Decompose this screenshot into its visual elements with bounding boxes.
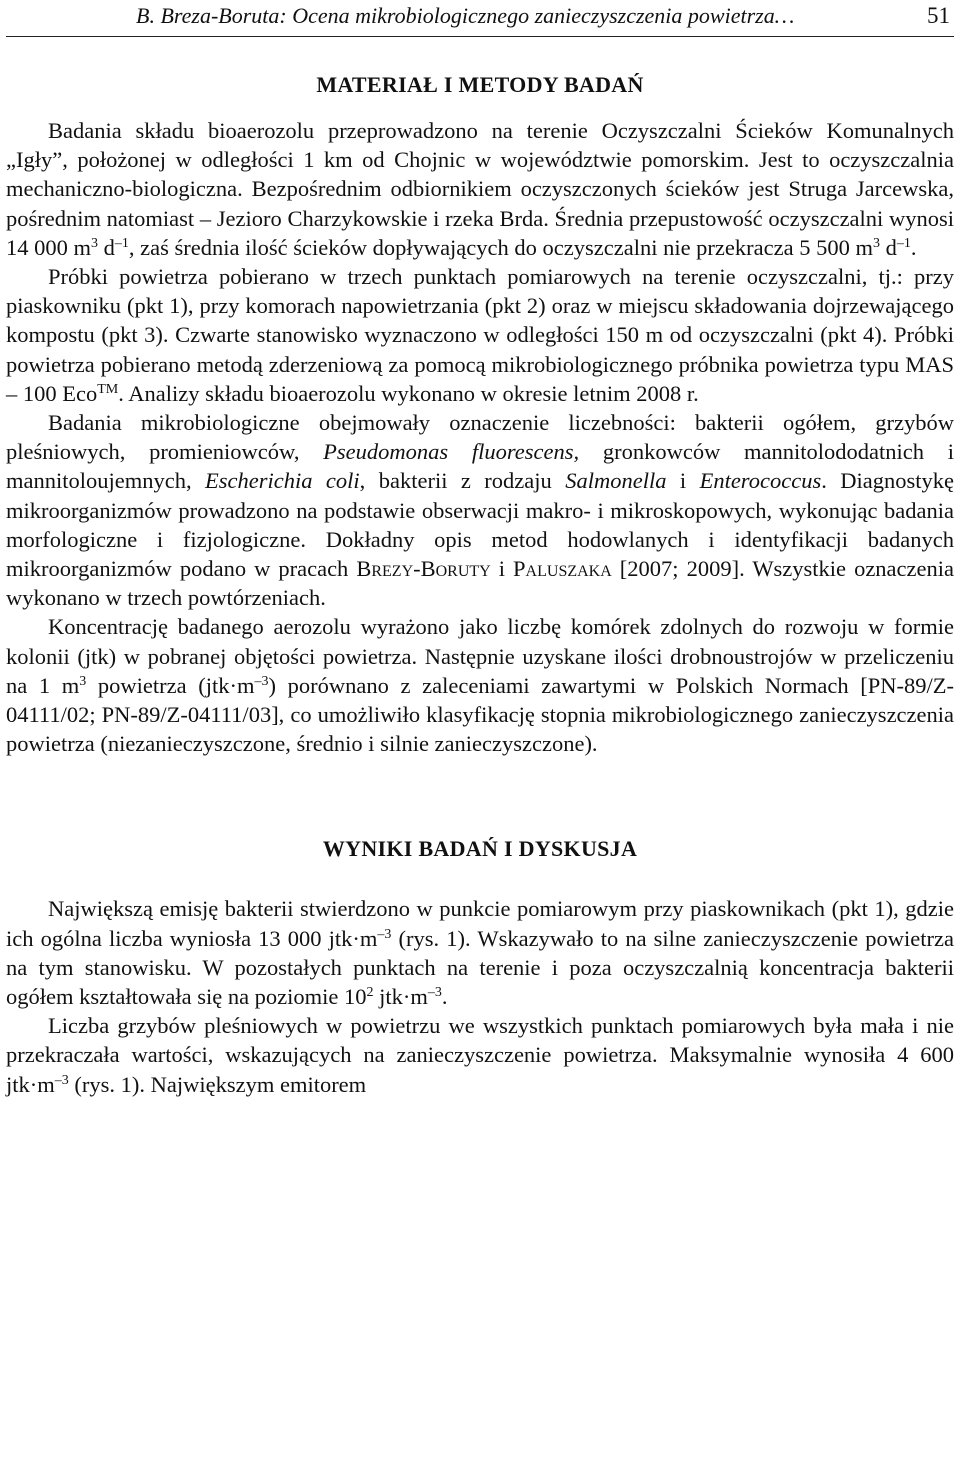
page-body bbox=[6, 70, 954, 1099]
paragraph-concentration: Koncentrację badanego aerozolu wyrażono jako liczbę komórek zdolnych do rozwoju w formie kolonii (jtk) w pobranej objętości powietrza. Następnie uzyskane ilości drobnoustrojów w przeliczeniu na 1 $m^3$ powietrza $(jtk\cdot m^{-3})$ porównano z zaleceniami zawartymi w Polskich Normach [PN-89/Z-04111/02; PN-89/Z-04111/03], co umożliwiło klasyfikację stopnia mikrobiologicznego zanieczyszczenia powietrza (niezanieczyszczone, średnio i silnie zanieczyszczone). bbox=[6, 614, 954, 757]
paragraph-study-site: Badania składu bioaerozolu przeprowadzono na terenie Oczyszczalni Ścieków Komunalnych „Igły”, położonej w odległości 1 km od Chojnic w województwie pomorskim. Jest to oczyszczalnia mechaniczno-biologiczna. Bezpośrednim odbiornikiem oczyszczonych ścieków jest Struga Jarcewska, pośrednim natomiast – Jezioro Charzykowskie i rzeka Brda. Średnia przepustowość oczyszczalni wynosi 14 000 $m^3$ $d^{-1}$, zaś średnia ilość ścieków dopływających do oczyszczalni nie przekracza 5 500 $m^3$ $d^{-1}$. bbox=[6, 118, 954, 260]
paragraph-bacteria-emission: Największą emisję bakterii stwierdzono w punkcie pomiarowym przy piaskownikach (pkt 1), gdzie ich ogólna liczba wyniosła 13 000 $jtk\cdot m^{-3}$ (rys. 1). Wskazywało to na silne zanieczyszczenie powietrza na tym stanowisku. W pozostałych punktach na terenie i poza oczyszczalnią koncentracja bakterii ogółem kształtowała się na poziomie $10^2$ $jtk\cdot m^{-3}$. bbox=[6, 896, 954, 1010]
paragraph-fungi: Liczba grzybów pleśniowych w powietrzu we wszystkich punktach pomiarowych była mała i nie przekraczała wartości, wskazujących na zanieczyszczenie powietrza. Maksymalnie wynosiła 4 600 $jtk\cdot m^{-3}$ (rys. 1). Największym emitorem bbox=[6, 1013, 954, 1097]
running-header bbox=[6, 0, 954, 37]
page-number: 51 bbox=[927, 3, 950, 28]
paragraph-microbiology: Badania mikrobiologiczne obejmowały oznaczenie liczebności: bakterii ogółem, grzybów pleśniowych, promieniowców, Pseudomonas fluorescens, gronkowców mannitolododatnich i mannitoloujemnych, Escherichia coli, bakterii z rodzaju Salmonella i Enterococcus. Diagnostykę mikroorganizmów prowadzono na podstawie obserwacji makro- i mikroskopowych, wykonując badania morfologiczne i fizjologiczne. Dokładny opis metod hodowlanych i identyfikacji badanych mikroorganizmów podano w pracach Brezy-Boruty i Paluszaka [2007; 2009]. Wszystkie oznaczenia wykonano w trzech powtórzeniach. bbox=[6, 410, 954, 611]
section-heading-results: WYNIKI BADAŃ I DYSKUSJA bbox=[322, 836, 638, 862]
paragraph-sampling: Próbki powietrza pobierano w trzech punktach pomiarowych na terenie oczyszczalni, tj.: przy piaskowniku (pkt 1), przy komorach napowietrzania (pkt 2) oraz w miejscu składowania dojrzewającego kompostu (pkt 3). Czwarte stanowisko wyznaczono w odległości 150 m od oczyszczalni (pkt 4). Próbki powietrza pobierano metodą zderzeniową za pomocą mikrobiologicznego próbnika powietrza typu MAS – 100 Eco™. Analizy składu bioaerozolu wykonano w okresie letnim 2008 r. bbox=[6, 264, 954, 406]
section-heading-methods: MATERIAŁ I METODY BADAŃ bbox=[316, 72, 644, 97]
running-title: B. Breza-Boruta: Ocena mikrobiologicznego zanieczyszczenia powietrza… bbox=[136, 3, 795, 28]
